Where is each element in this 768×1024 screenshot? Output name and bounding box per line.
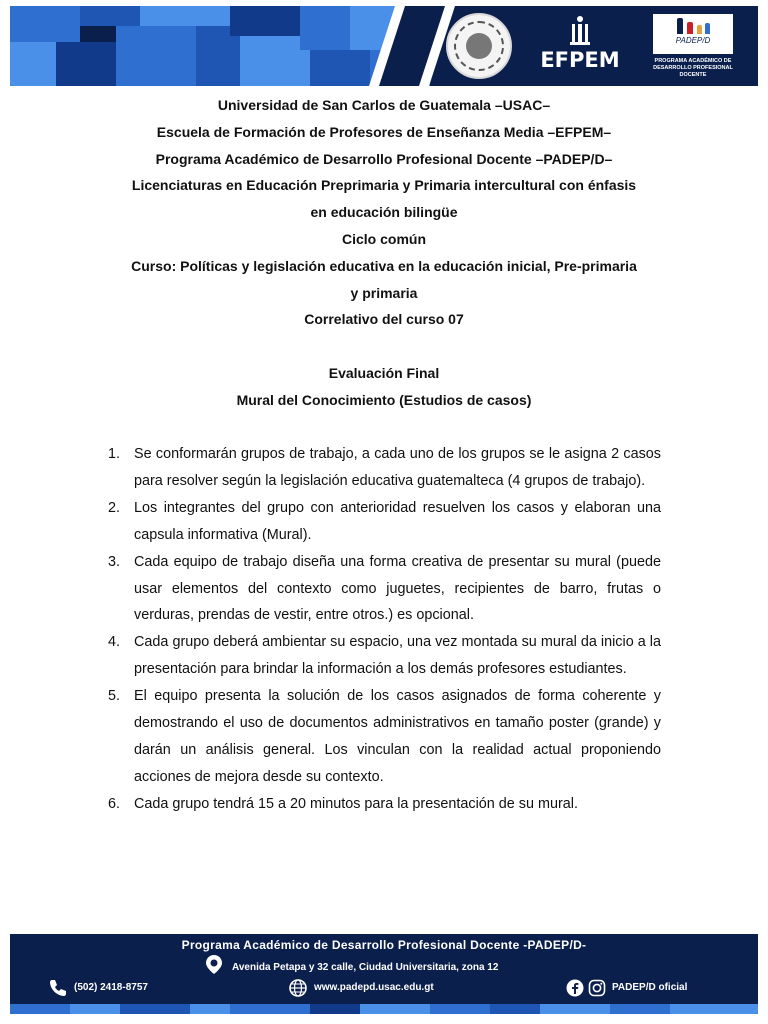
usac-seal-logo: [446, 13, 512, 79]
padep-logo-subtitle: PROGRAMA ACADÉMICO DE DESARROLLO PROFESIONAL DOCENTE: [653, 58, 733, 78]
padep-people-icon: [653, 14, 733, 36]
decorative-blocks: [10, 6, 430, 86]
title-degree-line-2: en educación bilingüe: [310, 204, 458, 221]
efpem-logo: [525, 16, 635, 80]
list-item: 1. Se conformarán grupos de trabajo, a cada uno de los grupos se le asigna 2 casos para resolver según la legislación educativa guatemalteca (4 grupos de trabajo).: [108, 446, 661, 489]
padep-logo: [653, 14, 733, 54]
header-banner: [10, 6, 758, 86]
globe-icon: [288, 978, 308, 998]
padep-logo-text: PADEP/D: [675, 36, 711, 45]
list-item: 2. Los integrantes del grupo con anterioridad resuelven los casos y elaboran una capsula informativa (Mural).: [108, 499, 661, 543]
facebook-icon[interactable]: [566, 979, 584, 997]
title-program: Programa Académico de Desarrollo Profesional Docente –PADEP/D–: [155, 150, 613, 167]
footer-decorative-tiles: [10, 1004, 758, 1014]
title-course-number: Correlativo del curso 07: [304, 311, 464, 328]
title-evaluation: Evaluación Final: [328, 365, 440, 382]
efpem-logo-text: EFPEM: [540, 48, 620, 72]
footer-banner: Programa Académico de Desarrollo Profesional Docente -PADEP/D- Avenida Petapa y 32 calle, Ciudad Universitaria, zona 12 (502) 2418-8757 www.padepd.usac.edu.gt PADEP/D oficial: [10, 934, 758, 1014]
list-item: 5. El equipo presenta la solución de los casos asignados de forma coherente y demostrando el uso de documentos administrativos en tamaño poster (grande) y darán un análisis general. Los vinculan con la realidad actual proponiendo acciones de mejora desde su contexto.: [108, 688, 661, 785]
title-degree-line-1: Licenciaturas en Educación Preprimaria y Primaria intercultural con énfasis: [131, 177, 637, 194]
efpem-emblem-icon: [567, 16, 593, 46]
footer-title: Programa Académico de Desarrollo Profesional Docente -PADEP/D-: [181, 938, 587, 952]
list-item: 4. Cada grupo deberá ambientar su espacio, una vez montada su mural da inicio a la presentación para brindar la información a los demás profesores estudiantes.: [108, 634, 661, 678]
title-mural: Mural del Conocimiento (Estudios de casos): [236, 391, 532, 408]
title-course-line-2: y primaria: [350, 284, 418, 301]
list-item: 3. Cada equipo de trabajo diseña una forma creativa de presentar su mural (puede usar elementos del contexto como juguetes, recipientes de barro, frutas o verduras, prendas de vestir, entre otros.) es opcional.: [108, 553, 661, 624]
title-school: Escuela de Formación de Profesores de Enseñanza Media –EFPEM–: [156, 123, 612, 140]
instagram-icon[interactable]: [588, 979, 606, 997]
document-heading: [100, 92, 668, 414]
instructions-list: [108, 441, 661, 818]
phone-icon: [48, 978, 68, 998]
title-cycle: Ciclo común: [341, 230, 426, 247]
location-pin-icon: [204, 954, 224, 976]
title-university: Universidad de San Carlos de Guatemala –USAC–: [217, 97, 551, 113]
list-item: 6. Cada grupo tendrá 15 a 20 minutos para la presentación de su mural.: [108, 795, 578, 812]
title-course-line-1: Curso: Políticas y legislación educativa en la educación inicial, Pre-primaria: [131, 257, 637, 274]
